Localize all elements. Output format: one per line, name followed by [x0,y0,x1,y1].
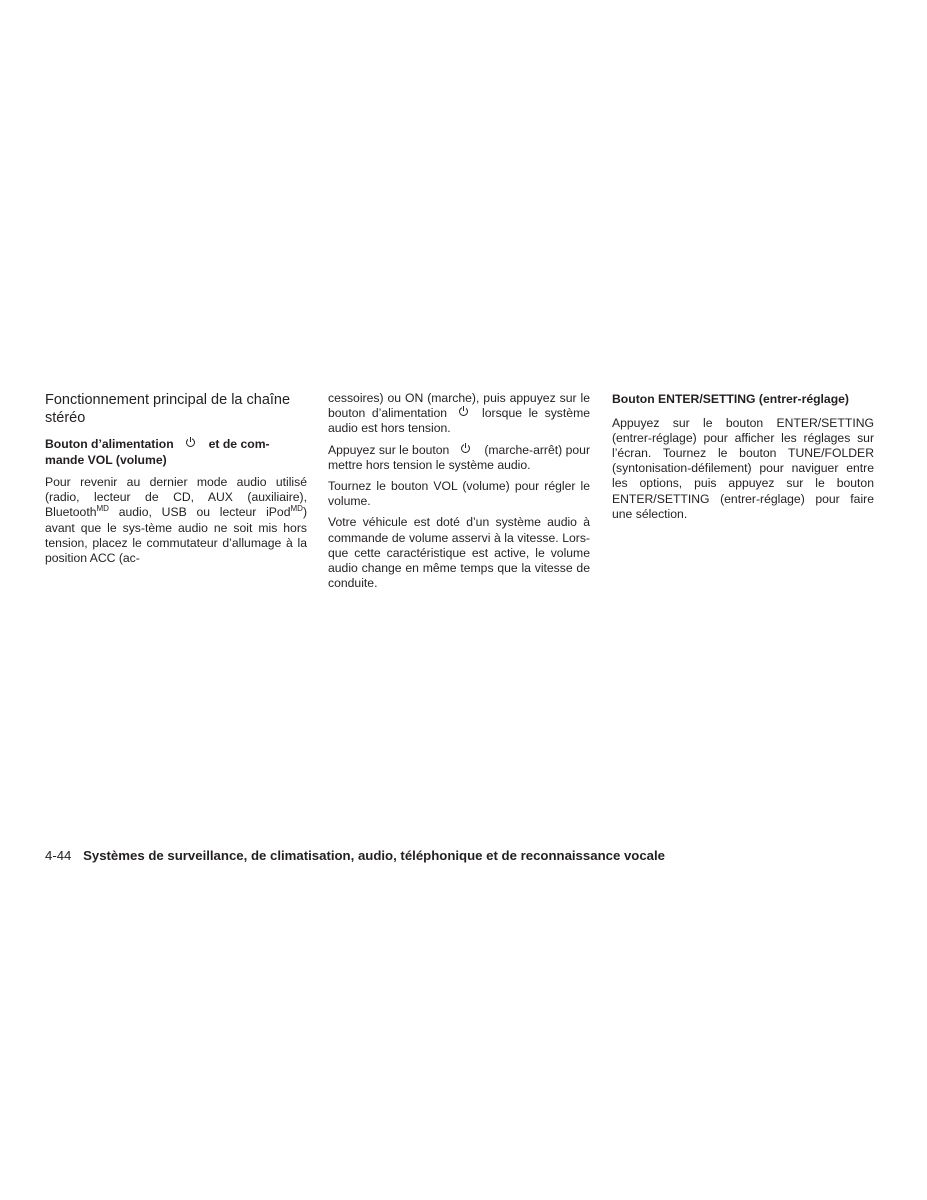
trademark-sup: MD [96,504,109,514]
text-segment: Pour revenir au dernier mode audio utilisé (radio, lecteur de CD, AUX (auxiliaire), Bluetooth [45,475,307,520]
text-segment: Appuyez sur le bouton [328,442,450,457]
subhead-vol-label: et de com-mande VOL (volume) [45,437,270,467]
power-icon [459,407,468,416]
subhead-power-label: Bouton d’alimentation [45,437,174,451]
column-3 [612,391,874,528]
chapter-title: Systèmes de surveillance, de climatisation, audio, téléphonique et de reconnaissance vocale [83,848,666,863]
paragraph-power-off [328,443,590,473]
text-segment: cessoires) ou ON (marche), puis appuyez sur le bouton d’alimentation [328,391,590,421]
section-title: Fonctionnement principal de la chaîne stéréo [45,392,291,426]
text-segment: (marche-arrêt) pour mettre hors tension le système audio. [328,442,590,472]
paragraph-last-audio-mode [45,475,307,566]
page-footer [45,847,665,864]
text-segment: lorsque le système audio est hors tension. [328,406,590,436]
trademark-sup: MD [290,504,303,514]
page-number: 4-44 [45,848,72,863]
subhead-power-vol [45,437,307,468]
power-icon [186,438,195,447]
power-icon [461,444,470,453]
subhead-enter-setting: Bouton ENTER/SETTING (entrer-réglage) [612,392,849,406]
paragraph-enter-setting: Appuyez sur le bouton ENTER/SETTING (entrer-réglage) pour afficher les réglages sur l’écran. Tournez le bouton TUNE/FOLDER (syntonisation-défilement) pour naviguer entre les options, puis appuyez sur le bouton ENTER/SETTING (entrer-réglage) pour faire une sélection. [612,415,874,521]
column-2 [328,391,590,597]
column-1 [45,391,307,572]
text-segment: audio, USB ou lecteur iPod [108,505,291,520]
text-segment: ) avant que le sys-tème audio ne soit mis hors tension, placez le commutateur d’allumage à la position ACC (ac- [45,505,307,566]
paragraph-speed-sensitive-volume: Votre véhicule est doté d’un système audio à commande de volume asservi à la vitesse. Lors-que cette caractéristique est active, le volume audio change en même temps que la vitesse de conduite. [328,515,590,591]
paragraph-volume: Tournez le bouton VOL (volume) pour régler le volume. [328,479,590,509]
paragraph-power-on [328,391,590,437]
